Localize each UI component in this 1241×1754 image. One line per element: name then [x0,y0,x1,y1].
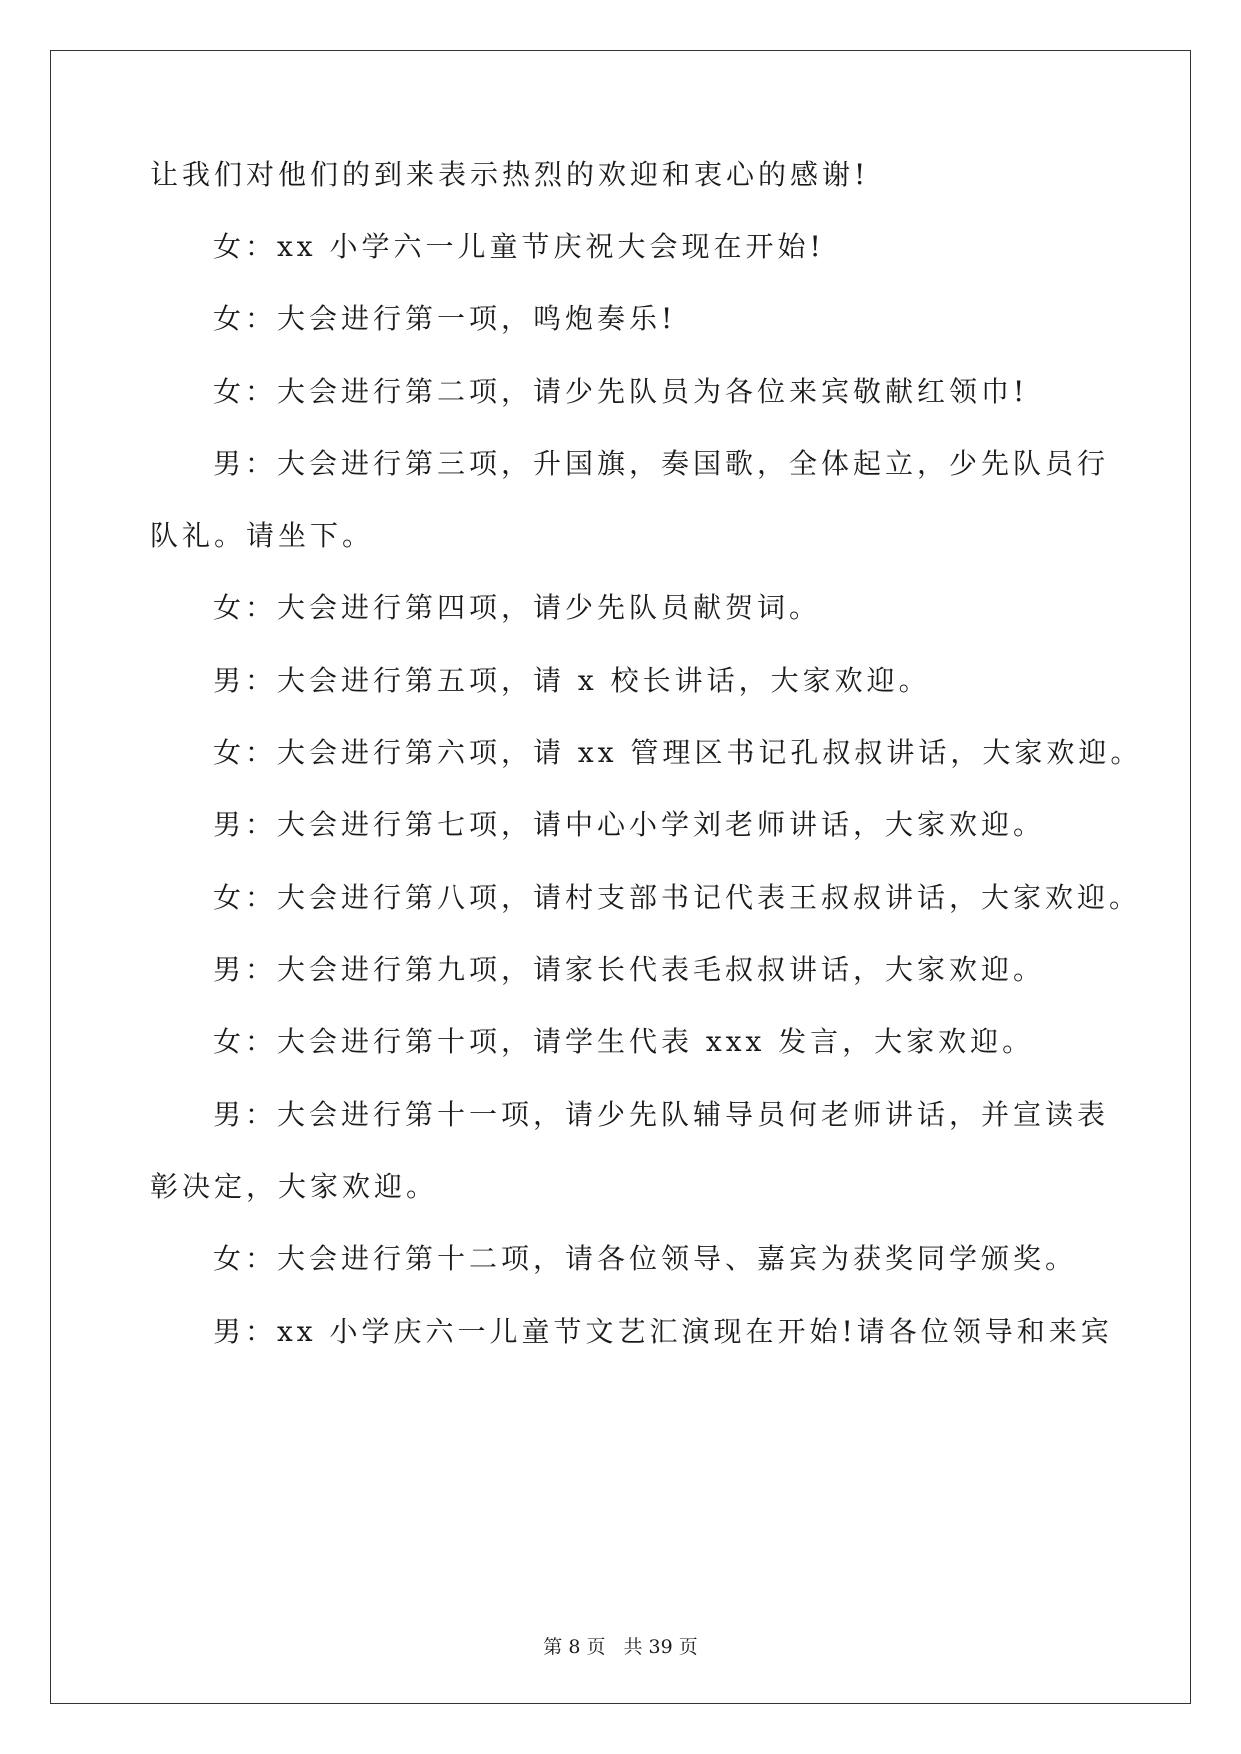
body-line-15: 彰决定，大家欢迎。 [150,1170,439,1203]
body-line-10: 男：大会进行第七项，请中心小学刘老师讲话，大家欢迎。 [213,808,1046,841]
body-line-6: 队礼。请坐下。 [150,519,375,552]
total-pages: 共 39 页 [623,1636,698,1658]
body-line-8: 男：大会进行第五项，请 x 校长讲话，大家欢迎。 [213,664,931,697]
body-line-9: 女：大会进行第六项，请 xx 管理区书记孔叔叔讲话，大家欢迎。 [213,736,1143,769]
body-line-13: 女：大会进行第十项，请学生代表 xxx 发言，大家欢迎。 [213,1025,1035,1058]
body-line-11: 女：大会进行第八项，请村支部书记代表王叔叔讲话，大家欢迎。 [213,881,1142,914]
body-line-2: 女：xx 小学六一儿童节庆祝大会现在开始! [213,230,825,263]
body-line-16: 女：大会进行第十二项，请各位领导、嘉宾为获奖同学颁奖。 [213,1242,1078,1275]
body-line-3: 女：大会进行第一项，鸣炮奏乐! [213,302,677,335]
body-line-4: 女：大会进行第二项，请少先队员为各位来宾敬献红领巾! [213,375,1029,408]
body-line-12: 男：大会进行第九项，请家长代表毛叔叔讲话，大家欢迎。 [213,953,1046,986]
page-footer [0,1635,1241,1659]
body-line-14: 男：大会进行第十一项，请少先队辅导员何老师讲话，并宣读表 [213,1098,1110,1131]
page-number: 第 8 页 [543,1636,606,1658]
body-line-5: 男：大会进行第三项，升国旗，奏国歌，全体起立，少先队员行 [213,447,1110,480]
body-line-1: 让我们对他们的到来表示热烈的欢迎和衷心的感谢! [150,158,870,191]
body-line-17: 男：xx 小学庆六一儿童节文艺汇演现在开始!请各位领导和来宾 [213,1315,1113,1348]
page-border [50,50,1191,1704]
body-line-7: 女：大会进行第四项，请少先队员献贺词。 [213,591,822,624]
